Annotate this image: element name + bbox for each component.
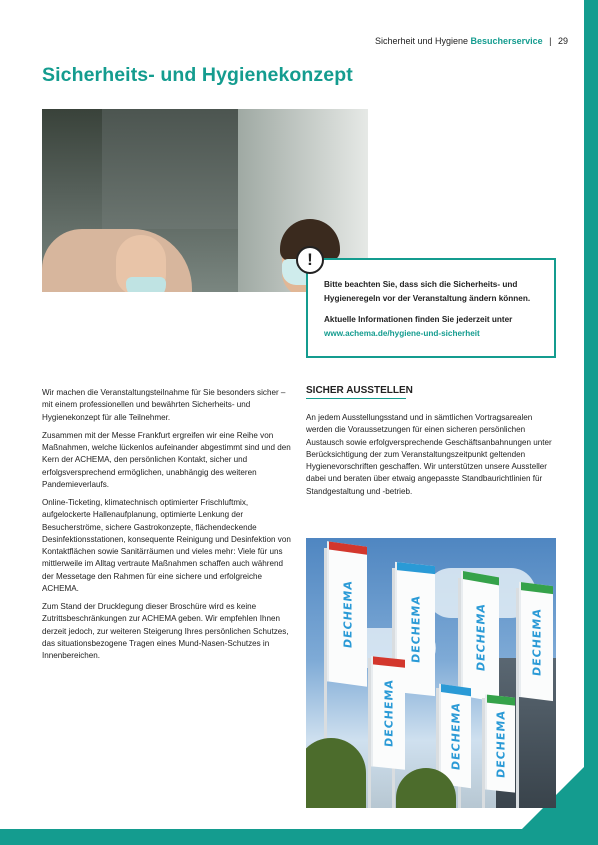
exclamation-icon: ! bbox=[296, 246, 324, 274]
notice-line-1: Bitte beachten Sie, dass sich die Sicherheits- und bbox=[324, 280, 518, 289]
flag-logo-text: DECHEMA bbox=[494, 708, 508, 779]
right-column-text: An jedem Ausstellungsstand und in sämtlichen Vortragsarealen werden die Voraussetzungen für einen sicheren persönlichen Austausch sowie erfolgversprechende Geschäftsanbahnungen unter Berücksichtigung der zum Veranstaltungszeitpunkt geltenden Hygienevorschriften geschaffen. Wir unterstützen unsere Aussteller dabei und beraten über etwaig angepasste Standbaurichtlinien für Standgestaltung und -betrieb. bbox=[306, 413, 552, 496]
right-accent-bar bbox=[584, 0, 598, 845]
flag-band bbox=[329, 541, 367, 554]
flag bbox=[439, 684, 471, 788]
header-section: Sicherheit und Hygiene bbox=[374, 36, 469, 46]
notice-box bbox=[306, 250, 556, 358]
section-heading-underline bbox=[306, 398, 406, 399]
flag-logo-text: DECHEMA bbox=[449, 701, 463, 772]
flag-band bbox=[487, 695, 515, 706]
flag-logo-text: DECHEMA bbox=[409, 594, 423, 664]
flag bbox=[371, 656, 405, 770]
flag-logo-text: DECHEMA bbox=[530, 606, 544, 677]
flag-logo-text: DECHEMA bbox=[341, 579, 355, 650]
flag bbox=[461, 571, 499, 703]
notice-text bbox=[324, 278, 530, 340]
notice-line-3: Aktuelle Informationen finden Sie jederzeit unter bbox=[324, 315, 513, 324]
page-title: Sicherheits- und Hygienekonzept bbox=[42, 64, 353, 86]
header-separator: | bbox=[549, 36, 552, 46]
woman-mask bbox=[126, 277, 166, 292]
flag bbox=[485, 694, 515, 792]
left-paragraph-1: Wir machen die Veranstaltungsteilnahme für Sie besonders sicher – mit einem professionellen und bewährten Sicherheits- und Hygienekonzept für alle Teilnehmer. bbox=[42, 388, 286, 422]
flag-logo-text: DECHEMA bbox=[382, 678, 396, 748]
section-heading-sicher-ausstellen: SICHER AUSSTELLEN bbox=[306, 385, 413, 396]
notice-line-2: Hygieneregeln vor der Veranstaltung ändern können. bbox=[324, 293, 531, 303]
flag-band bbox=[397, 562, 435, 574]
flag bbox=[327, 541, 367, 687]
flag bbox=[519, 582, 553, 701]
flag-band bbox=[521, 582, 553, 594]
left-paragraph-2: Zusammen mit der Messe Frankfurt ergreifen wir eine Reihe von Maßnahmen, welche lückenlos aufeinander abgestimmt sind und den Kern der ACHEMA, den persönlichen Kontakt, sicher und erfolgsversprechend ermöglichen, unabhängig des weiteren Pandemieverlaufs. bbox=[42, 430, 291, 489]
header-category: Besucherservice bbox=[470, 36, 543, 46]
left-paragraph-4: Zum Stand der Drucklegung dieser Broschüre wird es keine Zutrittsbeschränkungen zur ACHEMA geben. Wir empfehlen Ihnen derzeit jedoch, zur weiteren Steigerung Ihres persönlichen Schutzes, das situationsbezogene Tragen eines Mund-Nasen-Schutzes in Innenbereichen. bbox=[42, 602, 289, 661]
photo-dechema-flags bbox=[306, 538, 556, 808]
flag-logo-text: DECHEMA bbox=[474, 601, 488, 672]
tree bbox=[306, 738, 366, 808]
left-paragraph-3: Online-Ticketing, klimatechnisch optimierter Frischluftmix, aufgelockerte Hallenaufplanung, optimierte Lenkung der Besucherströme, sichere Gastrokonzepte, flächendeckende Desinfektionsstationen, konsequente Reinigung und Desinfektion von Kontaktflächen sowie Sanitärräumen und vieles mehr: Viele für uns mittlerweile im Alltag vertraute Maßnahmen schaffen auch während der Messetage den Rahmen für eine sichere und erfolgreiche ACHEMA. bbox=[42, 497, 291, 594]
page-number: 29 bbox=[557, 36, 568, 46]
notice-link[interactable]: www.achema.de/hygiene-und-sicherheit bbox=[324, 328, 480, 338]
left-column-text bbox=[42, 387, 292, 668]
page-header bbox=[375, 36, 568, 46]
photo-window bbox=[102, 109, 252, 229]
